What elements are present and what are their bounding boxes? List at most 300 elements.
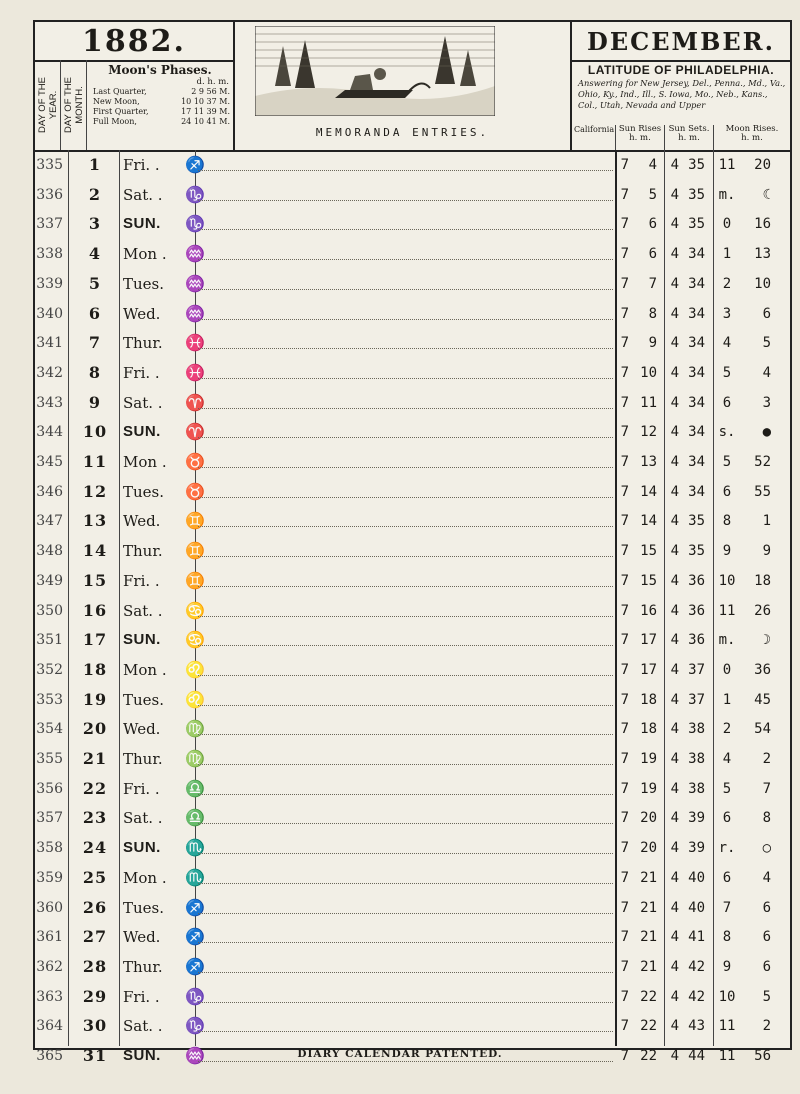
day-of-year: 360 <box>36 899 63 916</box>
moon-rise-hour: 11 <box>718 1018 736 1035</box>
moon-rise-hour: m. <box>718 186 736 203</box>
day-of-year: 353 <box>36 691 63 708</box>
calendar-day-row <box>35 952 790 982</box>
weekday: Thur. <box>123 334 163 353</box>
memo-entry-line[interactable] <box>198 913 613 914</box>
weekday: Tues. <box>123 898 165 917</box>
zodiac-sign-icon: ♊ <box>185 570 205 590</box>
sun-set-minute: 42 <box>688 958 705 975</box>
calendar-day-row <box>35 803 790 833</box>
moon-rise-minute: 55 <box>754 483 771 500</box>
memo-entry-line[interactable] <box>198 319 613 320</box>
memo-entry-line[interactable] <box>198 1031 613 1032</box>
day-of-year: 345 <box>36 454 63 470</box>
sun-rise-hour: 7 <box>620 810 629 827</box>
sun-rise-hour: 7 <box>620 661 629 678</box>
moon-phases-units: d. h. m. <box>196 77 229 87</box>
moon-rise-minute: 5 <box>762 335 771 352</box>
sun-set-hour: 4 <box>670 780 679 797</box>
memo-entry-line[interactable] <box>198 675 613 676</box>
sun-rise-hour: 7 <box>620 721 629 738</box>
memo-entry-line[interactable] <box>198 616 613 617</box>
sun-set-hour: 4 <box>670 1018 679 1035</box>
moon-rise-hour: 4 <box>722 335 732 352</box>
weekday: Fri. . <box>123 779 160 798</box>
moon-phases-title: Moon's Phases. <box>108 63 212 77</box>
zodiac-sign-icon: ♑ <box>185 214 205 234</box>
weekday: Fri. . <box>123 156 160 174</box>
sun-rise-minute: 20 <box>640 810 657 827</box>
day-of-year: 344 <box>36 424 63 441</box>
zodiac-sign-icon: ♌ <box>185 689 205 709</box>
sun-rise-hour: 7 <box>620 929 629 946</box>
sun-set-minute: 34 <box>688 364 705 381</box>
sun-set-minute: 34 <box>688 305 705 322</box>
sun-rise-hour: 7 <box>620 1018 629 1035</box>
sun-moon-header <box>572 22 790 150</box>
calendar-day-row <box>35 180 790 210</box>
memo-entry-line[interactable] <box>198 526 613 527</box>
sun-rise-minute: 19 <box>640 780 657 797</box>
moon-rise-minute: 54 <box>754 721 771 738</box>
sun-set-hour: 4 <box>670 929 679 946</box>
sun-rise-hour: 7 <box>620 335 629 352</box>
day-of-month: 29 <box>82 986 108 1006</box>
weekday: Sat. . <box>123 809 163 828</box>
sun-set-minute: 34 <box>688 275 705 292</box>
day-of-month: 6 <box>88 303 102 323</box>
day-of-year: 364 <box>36 1018 63 1035</box>
moon-rise-minute: 2 <box>762 1018 771 1035</box>
calendar-day-row <box>35 922 790 952</box>
year-box <box>35 22 235 150</box>
calendar-day-row <box>35 506 790 536</box>
sun-rise-hour: 7 <box>620 454 629 470</box>
weekday: SUN. <box>123 215 161 233</box>
sun-set-hour: 4 <box>670 364 679 381</box>
calendar-day-row <box>35 685 790 715</box>
sun-rise-hour: 7 <box>620 899 629 916</box>
sun-set-hour: 4 <box>670 216 679 233</box>
moon-rise-minute: 4 <box>762 869 771 886</box>
day-of-month: 8 <box>88 362 102 382</box>
sun-rise-minute: 21 <box>640 869 657 886</box>
weekday: Wed. <box>123 928 161 947</box>
calendar-day-row <box>35 477 790 507</box>
day-of-year: 356 <box>36 780 63 797</box>
moon-rise-minute: ○ <box>762 840 771 857</box>
sun-set-hour: 4 <box>670 483 679 500</box>
zodiac-sign-icon: ♎ <box>185 808 205 828</box>
day-of-year: 350 <box>36 602 63 619</box>
moon-rise-hour: 11 <box>718 157 736 173</box>
sun-rise-minute: 21 <box>640 958 657 975</box>
zodiac-sign-icon: ♑ <box>185 986 205 1006</box>
weekday: Mon . <box>123 868 167 887</box>
calendar-day-row <box>35 209 790 239</box>
day-of-year: 365 <box>36 1048 63 1064</box>
year-title: 1882. <box>35 24 233 62</box>
day-of-month: 11 <box>82 452 108 471</box>
sun-rise-minute: 19 <box>640 751 657 767</box>
day-of-year: 355 <box>36 751 63 767</box>
weekday: SUN. <box>123 631 161 649</box>
weekday: Tues. <box>123 274 165 293</box>
day-of-month: 2 <box>88 184 102 204</box>
sun-rises-header: Sun Rises h. m. <box>615 125 664 150</box>
memo-entry-line[interactable] <box>198 972 613 973</box>
moon-rise-hour: 8 <box>722 513 732 530</box>
zodiac-sign-icon: ♐ <box>185 897 205 917</box>
day-of-year: 362 <box>36 958 63 975</box>
moon-rise-minute: 10 <box>754 275 771 292</box>
moon-rise-hour: 5 <box>722 454 732 470</box>
memo-entry-line[interactable] <box>198 378 613 379</box>
moon-rise-minute: 8 <box>762 810 771 827</box>
day-of-year: 363 <box>36 988 63 1005</box>
sun-set-hour: 4 <box>670 543 679 560</box>
sun-set-minute: 34 <box>688 424 705 441</box>
moon-rise-hour: 7 <box>722 899 732 916</box>
calendar-day-row <box>35 239 790 269</box>
sun-rise-hour: 7 <box>620 424 629 441</box>
memo-entry-line[interactable] <box>198 200 613 201</box>
zodiac-sign-icon: ♈ <box>185 422 205 442</box>
zodiac-sign-icon: ♊ <box>185 511 205 531</box>
memo-entry-line[interactable] <box>198 794 613 795</box>
sun-set-hour: 4 <box>670 394 679 411</box>
moon-rise-hour: 2 <box>722 275 732 292</box>
day-of-year: 352 <box>36 661 63 678</box>
day-of-month: 10 <box>82 422 108 442</box>
sun-rise-minute: 4 <box>648 157 657 173</box>
sun-rise-minute: 21 <box>640 899 657 916</box>
weekday: Tues. <box>123 690 165 709</box>
day-of-month: 4 <box>88 244 102 264</box>
california-label: California <box>574 125 615 134</box>
moon-rise-minute: 6 <box>762 929 771 946</box>
calendar-day-row <box>35 833 790 863</box>
calendar-day-row <box>35 328 790 358</box>
memo-entry-line[interactable] <box>198 348 613 349</box>
sun-rise-hour: 7 <box>620 364 629 381</box>
sun-set-hour: 4 <box>670 988 679 1005</box>
weekday: Mon . <box>123 245 167 264</box>
memo-entry-line[interactable] <box>198 437 613 438</box>
weekday: Tues. <box>123 482 165 501</box>
moon-rise-minute: 6 <box>762 958 771 975</box>
memo-entry-line[interactable] <box>198 942 613 943</box>
month-title: DECEMBER. <box>572 24 790 62</box>
memo-entry-line[interactable] <box>198 1061 613 1062</box>
sun-rise-hour: 7 <box>620 394 629 411</box>
sun-rise-minute: 13 <box>640 454 657 470</box>
day-of-month: 24 <box>82 838 108 858</box>
sun-set-hour: 4 <box>670 632 679 649</box>
latitude-note: Answering for New Jersey, Del., Penna., Md., Va., Ohio, Ky., Ind., Ill., S. Iowa, Mo., Neb., Kans., Col., Utah, Nevada and Upper <box>578 78 786 110</box>
moon-rise-hour: 4 <box>722 751 732 767</box>
day-of-month: 31 <box>82 1046 108 1065</box>
zodiac-sign-icon: ♒ <box>185 1046 205 1065</box>
day-of-year: 336 <box>36 186 63 203</box>
sun-set-hour: 4 <box>670 869 679 886</box>
sun-rise-hour: 7 <box>620 543 629 560</box>
sun-set-hour: 4 <box>670 751 679 767</box>
sun-rise-hour: 7 <box>620 988 629 1005</box>
day-of-month: 5 <box>88 273 102 293</box>
weekday: Fri. . <box>123 987 160 1006</box>
memo-entry-line[interactable] <box>198 734 613 735</box>
zodiac-sign-icon: ♍ <box>185 749 205 768</box>
memo-entry-line[interactable] <box>198 467 613 468</box>
weekday: Thur. <box>123 542 163 561</box>
zodiac-sign-icon: ♍ <box>185 719 205 739</box>
sun-rise-hour: 7 <box>620 751 629 767</box>
memo-entry-line[interactable] <box>198 586 613 587</box>
sun-rise-hour: 7 <box>620 305 629 322</box>
calendar-day-row <box>35 447 790 477</box>
sun-rise-hour: 7 <box>620 572 629 589</box>
weekday: Thur. <box>123 750 163 768</box>
sun-set-minute: 35 <box>688 513 705 530</box>
memo-entry-line[interactable] <box>198 883 613 884</box>
day-of-year: 347 <box>36 513 63 530</box>
day-of-month: 21 <box>82 749 108 768</box>
moon-rise-hour: 6 <box>722 483 732 500</box>
sun-set-minute: 38 <box>688 721 705 738</box>
zodiac-sign-icon: ♒ <box>185 303 205 323</box>
sun-rise-minute: 16 <box>640 602 657 619</box>
sun-rise-minute: 18 <box>640 691 657 708</box>
sun-rise-hour: 7 <box>620 157 629 173</box>
moon-rise-minute: 26 <box>754 602 771 619</box>
sun-rise-minute: 22 <box>640 1018 657 1035</box>
sun-set-minute: 43 <box>688 1018 705 1035</box>
day-of-month: 1 <box>88 155 102 174</box>
zodiac-sign-icon: ♐ <box>185 956 205 976</box>
memo-entry-line[interactable] <box>198 497 613 498</box>
moon-rise-minute: ☾ <box>762 186 771 203</box>
sun-rise-minute: 20 <box>640 840 657 857</box>
moon-rise-hour: 6 <box>722 394 732 411</box>
calendar-day-row <box>35 417 790 447</box>
moon-phase-row: First Quarter, 17 11 39 M. <box>93 107 230 116</box>
sun-set-minute: 40 <box>688 869 705 886</box>
zodiac-sign-icon: ♓ <box>185 333 205 353</box>
sun-rise-minute: 15 <box>640 572 657 589</box>
memo-entry-line[interactable] <box>198 645 613 646</box>
moon-phase-row: New Moon, 10 10 37 M. <box>93 97 230 106</box>
sun-set-hour: 4 <box>670 661 679 678</box>
sun-set-minute: 35 <box>688 543 705 560</box>
moon-rise-minute: 6 <box>762 305 771 322</box>
moon-phase-row: Last Quarter, 2 9 56 M. <box>93 87 230 96</box>
sun-set-minute: 34 <box>688 483 705 500</box>
day-of-month: 16 <box>82 600 108 620</box>
moon-rise-hour: 2 <box>722 721 732 738</box>
moon-rise-minute: 52 <box>754 454 771 470</box>
winter-scene-engraving <box>255 26 495 116</box>
memoranda-entries-title: MEMORANDA ENTRIES. <box>315 126 490 139</box>
calendar-day-row <box>35 863 790 893</box>
calendar-day-row <box>35 566 790 596</box>
sun-set-minute: 35 <box>688 157 705 173</box>
sun-set-minute: 34 <box>688 454 705 470</box>
sun-rise-hour: 7 <box>620 691 629 708</box>
memo-entry-line[interactable] <box>198 705 613 706</box>
sun-rise-minute: 14 <box>640 513 657 530</box>
day-of-month: 9 <box>88 392 102 412</box>
moon-rise-minute: 45 <box>754 691 771 708</box>
zodiac-sign-icon: ♎ <box>185 778 205 798</box>
day-of-year: 358 <box>36 840 63 857</box>
sun-rise-minute: 5 <box>648 186 657 203</box>
moon-rise-minute: ☽ <box>762 632 771 649</box>
day-of-year: 357 <box>36 810 63 827</box>
calendar-day-row <box>35 358 790 388</box>
day-of-month: 17 <box>82 630 108 650</box>
zodiac-sign-icon: ♈ <box>185 392 205 412</box>
moon-rise-minute: 3 <box>762 394 771 411</box>
sun-rise-minute: 10 <box>640 364 657 381</box>
latitude-title: LATITUDE OF PHILADELPHIA. <box>587 63 775 77</box>
weekday: Sat. . <box>123 185 163 204</box>
sun-set-minute: 36 <box>688 632 705 649</box>
sun-set-hour: 4 <box>670 691 679 708</box>
memo-entry-line[interactable] <box>198 289 613 290</box>
weekday: Sat. . <box>123 601 163 620</box>
sun-set-minute: 34 <box>688 335 705 352</box>
sun-set-hour: 4 <box>670 513 679 530</box>
moon-rise-hour: 6 <box>722 869 732 886</box>
memo-entry-line[interactable] <box>198 170 613 171</box>
sun-set-minute: 42 <box>688 988 705 1005</box>
zodiac-sign-icon: ♌ <box>185 659 205 679</box>
day-of-month: 23 <box>82 808 108 828</box>
day-of-year: 341 <box>36 335 63 352</box>
memo-entry-line[interactable] <box>198 259 613 260</box>
moon-rise-hour: 11 <box>718 602 736 619</box>
calendar-day-row <box>35 893 790 923</box>
weekday: SUN. <box>123 423 161 441</box>
memo-entry-line[interactable] <box>198 1002 613 1003</box>
day-of-year: 335 <box>36 157 63 173</box>
sun-rise-minute: 18 <box>640 721 657 738</box>
moon-rise-hour: 11 <box>718 1048 736 1064</box>
calendar-day-row <box>35 299 790 329</box>
moon-rise-minute: 5 <box>762 988 771 1005</box>
sun-set-hour: 4 <box>670 186 679 203</box>
zodiac-sign-icon: ♒ <box>185 273 205 293</box>
sun-set-hour: 4 <box>670 572 679 589</box>
memo-entry-line[interactable] <box>198 408 613 409</box>
zodiac-sign-icon: ♏ <box>185 867 205 887</box>
moon-rise-hour: 9 <box>722 543 732 560</box>
moon-rise-minute: 13 <box>754 246 771 263</box>
sun-set-minute: 37 <box>688 691 705 708</box>
moon-rises-header: Moon Rises. h. m. <box>713 125 790 150</box>
day-of-year: 349 <box>36 572 63 589</box>
zodiac-sign-icon: ♋ <box>185 600 205 620</box>
calendar-day-row <box>35 714 790 744</box>
moon-rise-minute: 4 <box>762 364 771 381</box>
zodiac-sign-icon: ♉ <box>185 452 205 471</box>
zodiac-sign-icon: ♑ <box>185 184 205 204</box>
sun-set-hour: 4 <box>670 246 679 263</box>
memo-entry-line[interactable] <box>198 823 613 824</box>
moon-rise-minute: 36 <box>754 661 771 678</box>
sun-set-minute: 38 <box>688 751 705 767</box>
moon-rise-minute: 2 <box>762 751 771 767</box>
zodiac-sign-icon: ♓ <box>185 362 205 382</box>
day-of-month: 14 <box>82 541 108 561</box>
moon-rise-hour: s. <box>718 424 736 441</box>
memo-entry-line[interactable] <box>198 556 613 557</box>
moon-rise-minute: ● <box>762 424 771 441</box>
sun-rise-minute: 6 <box>648 216 657 233</box>
day-of-month: 13 <box>82 511 108 531</box>
moon-rise-hour: 10 <box>718 572 736 589</box>
sun-set-hour: 4 <box>670 335 679 352</box>
sun-rise-minute: 17 <box>640 661 657 678</box>
sun-rise-hour: 7 <box>620 632 629 649</box>
calendar-day-row <box>35 388 790 418</box>
moon-rise-hour: 0 <box>722 216 732 233</box>
moon-phases-box <box>87 62 233 148</box>
calendar-day-row <box>35 536 790 566</box>
day-of-year: 361 <box>36 929 63 946</box>
moon-phase-row: Full Moon, 24 10 41 M. <box>93 117 230 126</box>
weekday: SUN. <box>123 839 161 857</box>
sun-set-minute: 36 <box>688 572 705 589</box>
day-of-month: 20 <box>82 719 108 739</box>
calendar-day-row <box>35 744 790 774</box>
zodiac-sign-icon: ♐ <box>185 927 205 947</box>
day-of-month: 19 <box>82 689 108 709</box>
sun-rise-hour: 7 <box>620 186 629 203</box>
day-of-year-label: DAY OF THE YEAR. <box>35 60 61 150</box>
sun-rise-hour: 7 <box>620 840 629 857</box>
moon-rise-minute: 56 <box>754 1048 771 1064</box>
sun-rise-hour: 7 <box>620 275 629 292</box>
day-of-year: 359 <box>36 869 63 886</box>
sun-rise-minute: 11 <box>640 394 657 411</box>
sun-set-hour: 4 <box>670 424 679 441</box>
memo-entry-line[interactable] <box>198 853 613 854</box>
sun-set-minute: 41 <box>688 929 705 946</box>
sun-rise-minute: 17 <box>640 632 657 649</box>
weekday: Fri. . <box>123 363 160 382</box>
moon-rise-minute: 16 <box>754 216 771 233</box>
day-of-year: 348 <box>36 543 63 560</box>
sun-set-minute: 34 <box>688 246 705 263</box>
zodiac-sign-icon: ♒ <box>185 244 205 264</box>
day-of-month: 7 <box>88 333 102 353</box>
sun-rise-hour: 7 <box>620 958 629 975</box>
moon-rise-hour: 0 <box>722 661 732 678</box>
day-of-month: 12 <box>82 481 108 501</box>
memo-entry-line[interactable] <box>198 764 613 765</box>
sun-set-hour: 4 <box>670 958 679 975</box>
day-of-month: 3 <box>88 214 102 234</box>
weekday: Wed. <box>123 304 161 323</box>
day-of-year: 343 <box>36 394 63 411</box>
memo-entry-line[interactable] <box>198 229 613 230</box>
weekday: Fri. . <box>123 571 160 590</box>
sun-set-minute: 40 <box>688 899 705 916</box>
zodiac-sign-icon: ♋ <box>185 630 205 650</box>
engraving-box <box>235 22 572 150</box>
